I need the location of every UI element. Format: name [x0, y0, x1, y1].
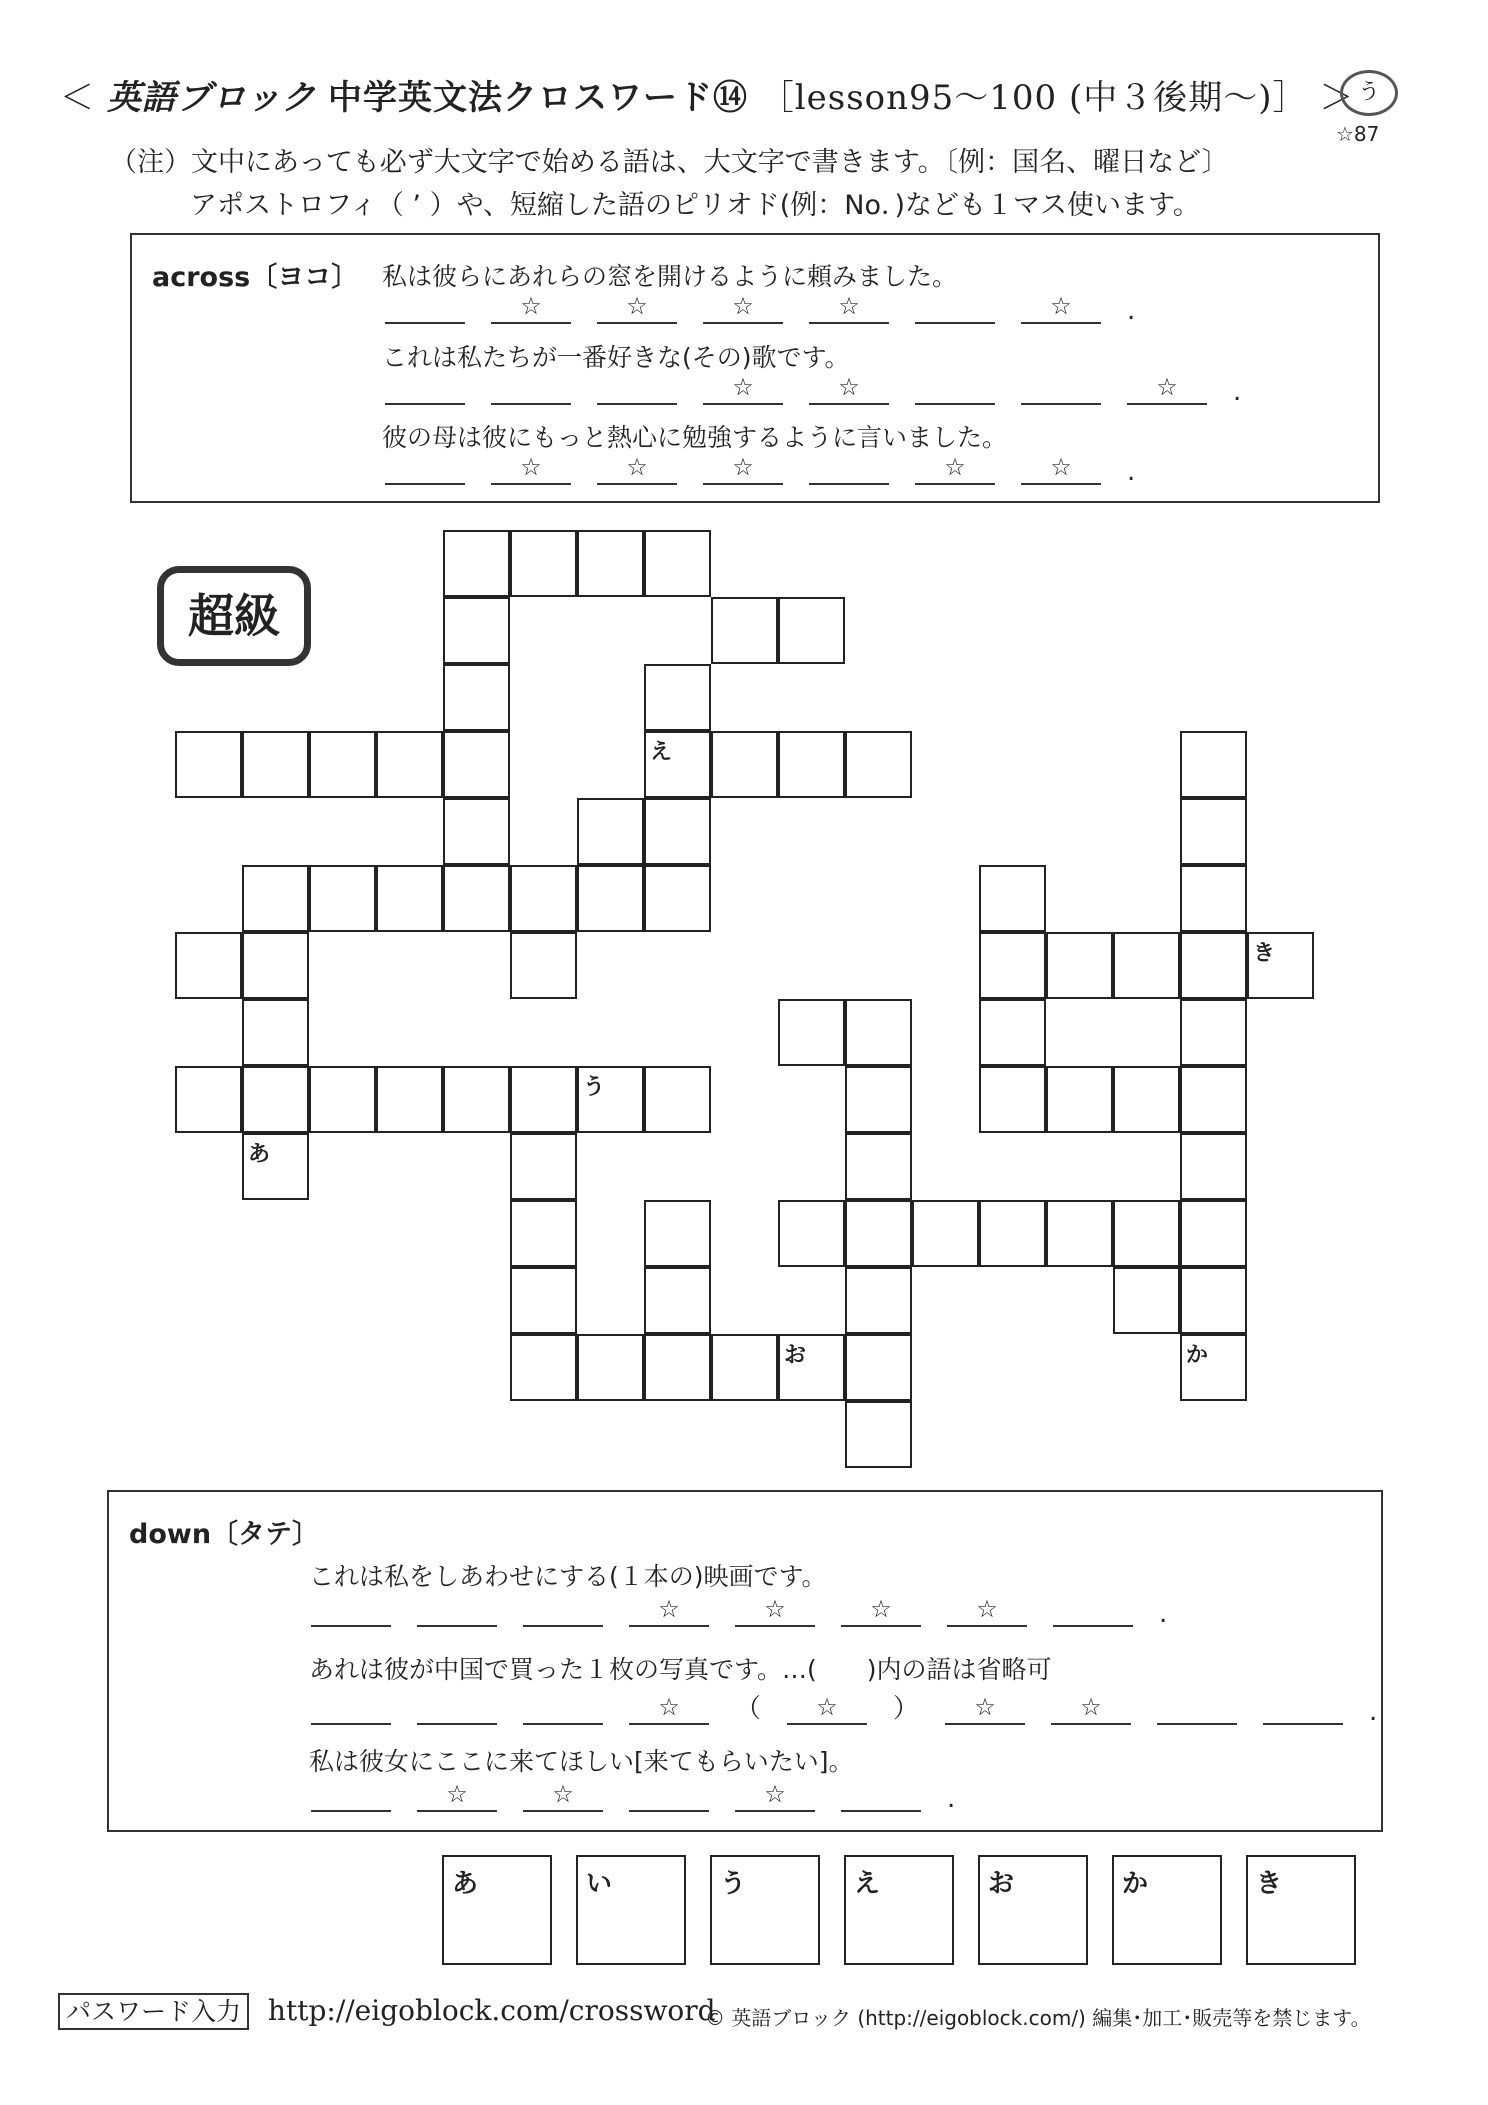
grid-cell[interactable] [778, 597, 845, 664]
grid-cell[interactable] [711, 1334, 778, 1401]
grid-cell[interactable] [1180, 1133, 1247, 1200]
header-open-bracket: ＜ [60, 78, 95, 118]
blank[interactable]: ☆ [597, 453, 677, 485]
blank[interactable] [491, 373, 571, 405]
grid-cell[interactable] [644, 1334, 711, 1401]
grid-cell[interactable] [845, 1267, 912, 1334]
grid-cell[interactable] [845, 1066, 912, 1133]
grid-cell[interactable] [309, 731, 376, 798]
note-line-1: （注）文中にあっても必ず大文字で始める語は、大文字で書きます。〔例：国名、曜日など〕 [110, 147, 1229, 178]
header-close-bracket: ＞ [1319, 78, 1355, 118]
grid-cell[interactable] [510, 1200, 577, 1267]
grid-cell[interactable] [510, 1267, 577, 1334]
period: . [1159, 1599, 1168, 1629]
period: . [1127, 457, 1136, 487]
grid-cell[interactable] [979, 865, 1046, 932]
cell-marker: あ [248, 1142, 271, 1167]
grid-cell[interactable] [1180, 865, 1247, 932]
blank[interactable] [311, 1595, 391, 1627]
grid-cell[interactable] [242, 1133, 309, 1200]
blank[interactable]: ☆ [597, 292, 677, 324]
grid-cell[interactable] [577, 1334, 644, 1401]
blank[interactable] [809, 453, 889, 485]
blank[interactable]: ☆ [629, 1693, 709, 1725]
parenthesis: （ [735, 1694, 762, 1724]
grid-cell[interactable] [1046, 1200, 1113, 1267]
period: . [1369, 1697, 1378, 1727]
blank[interactable] [1157, 1693, 1237, 1725]
grid-cell[interactable] [845, 731, 912, 798]
grid-cell[interactable] [1113, 932, 1180, 999]
blank[interactable]: ☆ [915, 453, 995, 485]
grid-cell[interactable] [1113, 1200, 1180, 1267]
grid-cell[interactable] [443, 664, 510, 731]
down-clue-3-text: 私は彼女にここに来てほしい[来てもらいたい]。 [309, 1747, 854, 1776]
grid-cell[interactable] [510, 530, 577, 597]
grid-cell[interactable] [1180, 798, 1247, 865]
grid-cell[interactable] [845, 1401, 912, 1468]
blank[interactable] [1053, 1595, 1133, 1627]
grid-cell[interactable] [242, 932, 309, 999]
grid-cell[interactable] [577, 865, 644, 932]
answer-box-a[interactable]: あ [442, 1855, 552, 1965]
down-clue-2-text: あれは彼が中国で買った１枚の写真です。…( )内の語は省略可 [309, 1655, 1052, 1684]
blank[interactable]: ☆ [809, 292, 889, 324]
down-clue-1-blanks [311, 1595, 1167, 1627]
grid-cell[interactable] [1113, 1066, 1180, 1133]
blank[interactable]: ☆ [735, 1780, 815, 1812]
grid-cell[interactable] [845, 1133, 912, 1200]
across-clue-3-text: 彼の母は彼にもっと熱心に勉強するように言いました。 [382, 423, 1008, 452]
across-clue-2-text: これは私たちが一番好きな(その)歌です。 [382, 343, 850, 372]
grid-cell[interactable] [443, 798, 510, 865]
grid-cell[interactable] [644, 798, 711, 865]
blank[interactable]: ☆ [629, 1595, 709, 1627]
answer-box-ki[interactable]: き [1246, 1855, 1356, 1965]
grid-cell[interactable] [711, 731, 778, 798]
blank[interactable]: ☆ [417, 1780, 497, 1812]
blank[interactable] [915, 292, 995, 324]
grid-cell[interactable] [644, 1066, 711, 1133]
answer-boxes [442, 1855, 1356, 1965]
crossword-url[interactable]: http://eigoblock.com/crossword [267, 1994, 716, 2027]
blank[interactable] [841, 1780, 921, 1812]
blank[interactable]: ☆ [1127, 373, 1207, 405]
down-clue-3-blanks [311, 1780, 955, 1812]
blank[interactable] [417, 1595, 497, 1627]
answer-box-e[interactable]: え [844, 1855, 954, 1965]
blank[interactable] [915, 373, 995, 405]
grid-cell[interactable] [1180, 1200, 1247, 1267]
down-box [107, 1490, 1383, 1832]
grid-cell[interactable] [644, 1200, 711, 1267]
grid-cell[interactable] [443, 597, 510, 664]
blank[interactable] [629, 1780, 709, 1812]
answer-box-ka[interactable]: か [1112, 1855, 1222, 1965]
down-label: down〔タテ〕 [129, 1519, 320, 1550]
grid-cell[interactable] [778, 1200, 845, 1267]
footer [58, 1992, 716, 2028]
blank[interactable]: ☆ [703, 453, 783, 485]
across-clue-1-blanks [385, 292, 1135, 324]
blank[interactable]: ☆ [945, 1693, 1025, 1725]
note-line-2: アポストロフィ（ ’ ）や、短縮した語のピリオド(例：No．)なども１マス使います。 [190, 190, 1200, 221]
blank[interactable] [311, 1693, 391, 1725]
blank[interactable]: ☆ [841, 1595, 921, 1627]
grid-cell[interactable] [510, 1066, 577, 1133]
blank[interactable]: ☆ [491, 453, 571, 485]
grid-cell[interactable] [644, 865, 711, 932]
down-clue-2-blanks [311, 1688, 1377, 1725]
grid-cell[interactable] [644, 530, 711, 597]
grid-cell[interactable] [979, 999, 1046, 1066]
page-number: ☆87 [1336, 122, 1380, 146]
grid-cell[interactable] [711, 597, 778, 664]
grid-cell[interactable] [376, 731, 443, 798]
grid-cell[interactable] [1046, 932, 1113, 999]
blank[interactable]: ☆ [703, 373, 783, 405]
page-title: 中学英文法クロスワード⑭ [327, 78, 748, 118]
brand-name: 英語ブロック [106, 78, 317, 118]
cell-marker: き [1253, 941, 1276, 966]
grid-cell[interactable] [577, 798, 644, 865]
grid-cell[interactable] [644, 731, 711, 798]
blank[interactable]: ☆ [1051, 1693, 1131, 1725]
period: . [1127, 296, 1136, 326]
copyright: © 英語ブロック (http://eigoblock.com/) 編集･加工･販売等を禁じます。 [705, 2006, 1371, 2030]
grid-cell[interactable] [175, 731, 242, 798]
answer-box-o[interactable]: お [978, 1855, 1088, 1965]
grid-cell[interactable] [510, 1334, 577, 1401]
grid-cell[interactable] [242, 999, 309, 1066]
blank[interactable] [523, 1693, 603, 1725]
down-clue-1-text: これは私をしあわせにする(１本の)映画です。 [309, 1562, 827, 1591]
answer-box-i[interactable]: い [576, 1855, 686, 1965]
blank[interactable]: ☆ [787, 1693, 867, 1725]
grid-cell[interactable] [1046, 1066, 1113, 1133]
blank[interactable] [385, 373, 465, 405]
grid-cell[interactable] [443, 731, 510, 798]
grid-cell[interactable] [644, 1267, 711, 1334]
grid-cell[interactable] [644, 664, 711, 731]
grid-cell[interactable] [778, 999, 845, 1066]
grid-cell[interactable] [510, 932, 577, 999]
grid-cell[interactable] [443, 530, 510, 597]
grid-cell[interactable] [1180, 932, 1247, 999]
grid-cell[interactable] [510, 1133, 577, 1200]
cell-marker: う [583, 1075, 606, 1100]
grid-cell[interactable] [1180, 999, 1247, 1066]
blank[interactable] [1021, 373, 1101, 405]
grid-cell[interactable] [845, 999, 912, 1066]
across-clue-1-text: 私は彼らにあれらの窓を開けるように頼みました。 [382, 262, 958, 291]
grid-cell[interactable] [1180, 1334, 1247, 1401]
level-badge: 超級 [157, 566, 311, 666]
answer-box-u[interactable]: う [710, 1855, 820, 1965]
grid-cell[interactable] [979, 932, 1046, 999]
grid-cell[interactable] [510, 865, 577, 932]
grid-cell[interactable] [778, 731, 845, 798]
grid-cell[interactable] [1247, 932, 1314, 999]
grid-cell[interactable] [242, 731, 309, 798]
grid-cell[interactable] [1180, 1267, 1247, 1334]
grid-cell[interactable] [1180, 1066, 1247, 1133]
blank[interactable] [597, 373, 677, 405]
grid-cell[interactable] [979, 1066, 1046, 1133]
blank[interactable]: ☆ [523, 1780, 603, 1812]
grid-cell[interactable] [443, 865, 510, 932]
across-clue-3-blanks [385, 453, 1135, 485]
across-box [130, 233, 1380, 503]
blank[interactable] [1263, 1693, 1343, 1725]
period: . [947, 1784, 956, 1814]
blank[interactable]: ☆ [1021, 292, 1101, 324]
grid-cell[interactable] [577, 1066, 644, 1133]
grid-cell[interactable] [376, 865, 443, 932]
cell-marker: か [1186, 1343, 1209, 1368]
grid-cell[interactable] [175, 1066, 242, 1133]
grid-cell[interactable] [443, 1066, 510, 1133]
blank[interactable]: ☆ [1021, 453, 1101, 485]
grid-cell[interactable] [1180, 731, 1247, 798]
blank[interactable] [417, 1693, 497, 1725]
header [60, 70, 1354, 119]
period: . [1233, 377, 1242, 407]
logo-icon: う [1340, 70, 1398, 116]
grid-cell[interactable] [175, 932, 242, 999]
blank[interactable]: ☆ [703, 292, 783, 324]
grid-cell[interactable] [577, 530, 644, 597]
cell-marker: え [650, 740, 673, 765]
blank[interactable]: ☆ [809, 373, 889, 405]
blank[interactable] [385, 453, 465, 485]
blank[interactable] [311, 1780, 391, 1812]
grid-cell[interactable] [1113, 1267, 1180, 1334]
grid-cell[interactable] [309, 1066, 376, 1133]
grid-cell[interactable] [912, 1200, 979, 1267]
grid-cell[interactable] [778, 1334, 845, 1401]
across-label: across〔ヨコ〕 [152, 262, 359, 293]
blank[interactable]: ☆ [491, 292, 571, 324]
blank[interactable]: ☆ [735, 1595, 815, 1627]
grid-cell[interactable] [376, 1066, 443, 1133]
lesson-range: ［lesson95～100 (中３後期～)］ [759, 78, 1308, 118]
blank[interactable] [523, 1595, 603, 1627]
cell-marker: お [784, 1343, 807, 1368]
grid-cell[interactable] [242, 1066, 309, 1133]
grid-cell[interactable] [845, 1334, 912, 1401]
across-clue-2-blanks [385, 373, 1241, 405]
blank[interactable] [385, 292, 465, 324]
password-label: パスワード入力 [58, 1993, 249, 2030]
grid-cell[interactable] [309, 865, 376, 932]
grid-cell[interactable] [979, 1200, 1046, 1267]
grid-cell[interactable] [845, 1200, 912, 1267]
blank[interactable]: ☆ [947, 1595, 1027, 1627]
parenthesis: ） [893, 1694, 920, 1724]
grid-cell[interactable] [242, 865, 309, 932]
